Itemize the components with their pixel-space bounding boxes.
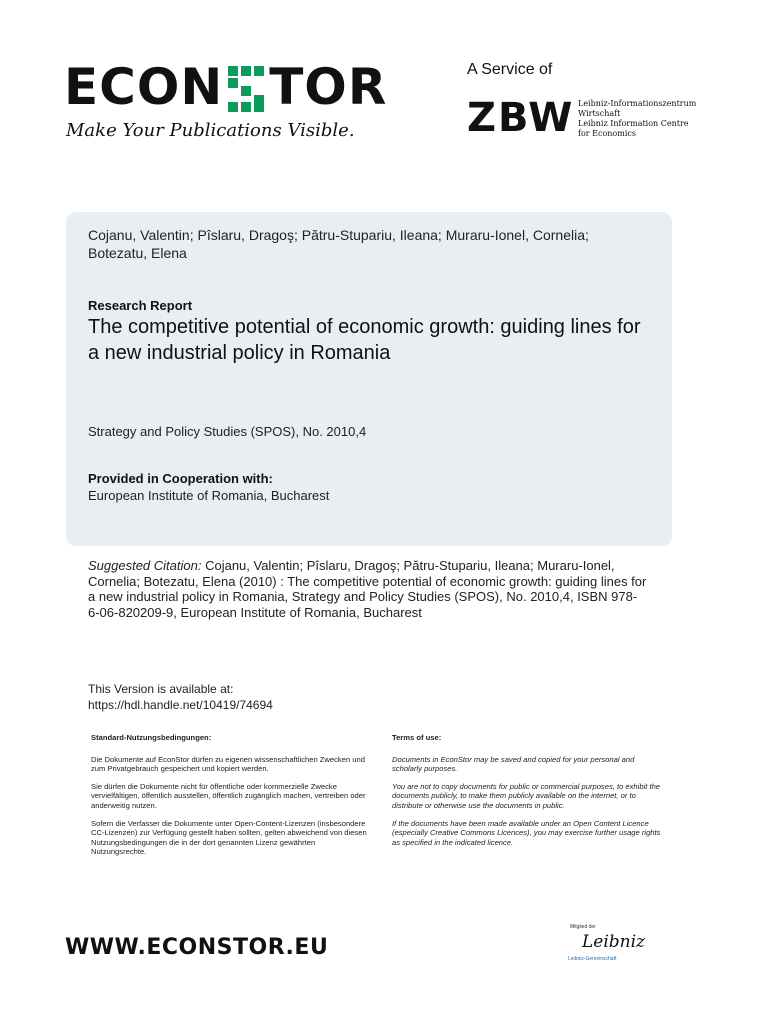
zbw-line: for Economics <box>578 129 636 138</box>
suggested-citation <box>88 558 648 620</box>
terms-english-paragraph: You are not to copy documents for public or commercial purposes, to exhibit the documents publicly, to make them publicly available on the internet, or to distribute or otherwise use the documents in public. <box>392 781 661 810</box>
terms-english-paragraph: If the documents have been made available under an Open Content Licence (especially Creative Commons Licences), you may exercise further usage rights as specified in the indicated licence. <box>392 818 661 847</box>
terms-german-paragraph: Sofern die Verfasser die Dokumente unter Open-Content-Lizenzen (insbesondere CC-Lizenzen) zur Verfügung gestellt haben sollten, gelten abweichend von diesen Nutzungsbedingungen die in der dort genannten Lizenz gewährten Nutzungsrechte. <box>91 818 367 857</box>
handle-link[interactable]: https://hdl.handle.net/10419/74694 <box>88 697 273 712</box>
zbw-line: Leibniz-Informationszentrum <box>578 99 697 108</box>
econstor-logo[interactable] <box>64 58 388 116</box>
version-info <box>88 682 273 713</box>
terms-german-heading: Standard-Nutzungsbedingungen: <box>91 733 212 742</box>
terms-english-heading: Terms of use: <box>392 733 442 742</box>
document-title: The competitive potential of economic growth: guiding lines for a new industrial policy in Romania <box>88 316 641 364</box>
logo-text-right: TOR <box>269 58 388 116</box>
leibniz-signature: Leibniz <box>582 932 646 952</box>
terms-german-paragraph: Sie dürfen die Dokumente nicht für öffentliche oder kommerzielle Zwecke vervielfältigen, öffentlich ausstellen, öffentlich zugänglich machen, vertreiben oder anderweitig nutzen. <box>91 781 366 810</box>
econstor-url-link[interactable]: WWW.ECONSTOR.EU <box>65 935 329 960</box>
service-label: A Service of <box>467 61 553 78</box>
terms-english-paragraph: Documents in EconStor may be saved and copied for your personal and scholarly purposes. <box>392 754 635 774</box>
zbw-logo[interactable]: ZBW <box>467 95 575 141</box>
tagline: Make Your Publications Visible. <box>66 120 355 141</box>
logo-s-dots-icon <box>224 64 268 112</box>
terms-english <box>392 733 662 855</box>
citation-text: Cojanu, Valentin; Pîslaru, Dragoş; Pătru-Stupariu, Ileana; Muraru-Ionel, Cornelia; Botezatu, Elena (2010) : The competitive potential of economic growth: guiding lines for a new industrial policy in Romania, Strategy and Policy Studies (SPOS), No. 2010,4, ISBN 978-6-06-820209-9, European Institute of Romania, Bucharest <box>88 558 647 620</box>
zbw-description <box>578 99 696 139</box>
cooperation-value: European Institute of Romania, Bucharest <box>88 488 330 503</box>
zbw-line: Leibniz Information Centre <box>578 119 689 128</box>
leibniz-logo <box>568 924 646 972</box>
version-label: This Version is available at: <box>88 682 234 696</box>
leibniz-member-label: Mitglied der <box>570 924 596 930</box>
zbw-line: Wirtschaft <box>578 109 621 118</box>
citation-label: Suggested Citation: <box>88 558 202 573</box>
publication-type: Research Report <box>88 298 193 313</box>
cooperation-label: Provided in Cooperation with: <box>88 471 273 486</box>
terms-german <box>91 733 371 865</box>
terms-german-paragraph: Die Dokumente auf EconStor dürfen zu eigenen wissenschaftlichen Zwecken und zum Privatgebrauch gespeichert und kopiert werden. <box>91 754 365 774</box>
logo-text-left: ECON <box>64 58 224 116</box>
authors: Cojanu, Valentin; Pîslaru, Dragoş; Pătru-Stupariu, Ileana; Muraru-Ionel, Cornelia; Botezatu, Elena <box>88 227 589 261</box>
leibniz-association-label: Leibniz-Gemeinschaft <box>568 956 617 962</box>
series-info: Strategy and Policy Studies (SPOS), No. 2010,4 <box>88 424 367 439</box>
